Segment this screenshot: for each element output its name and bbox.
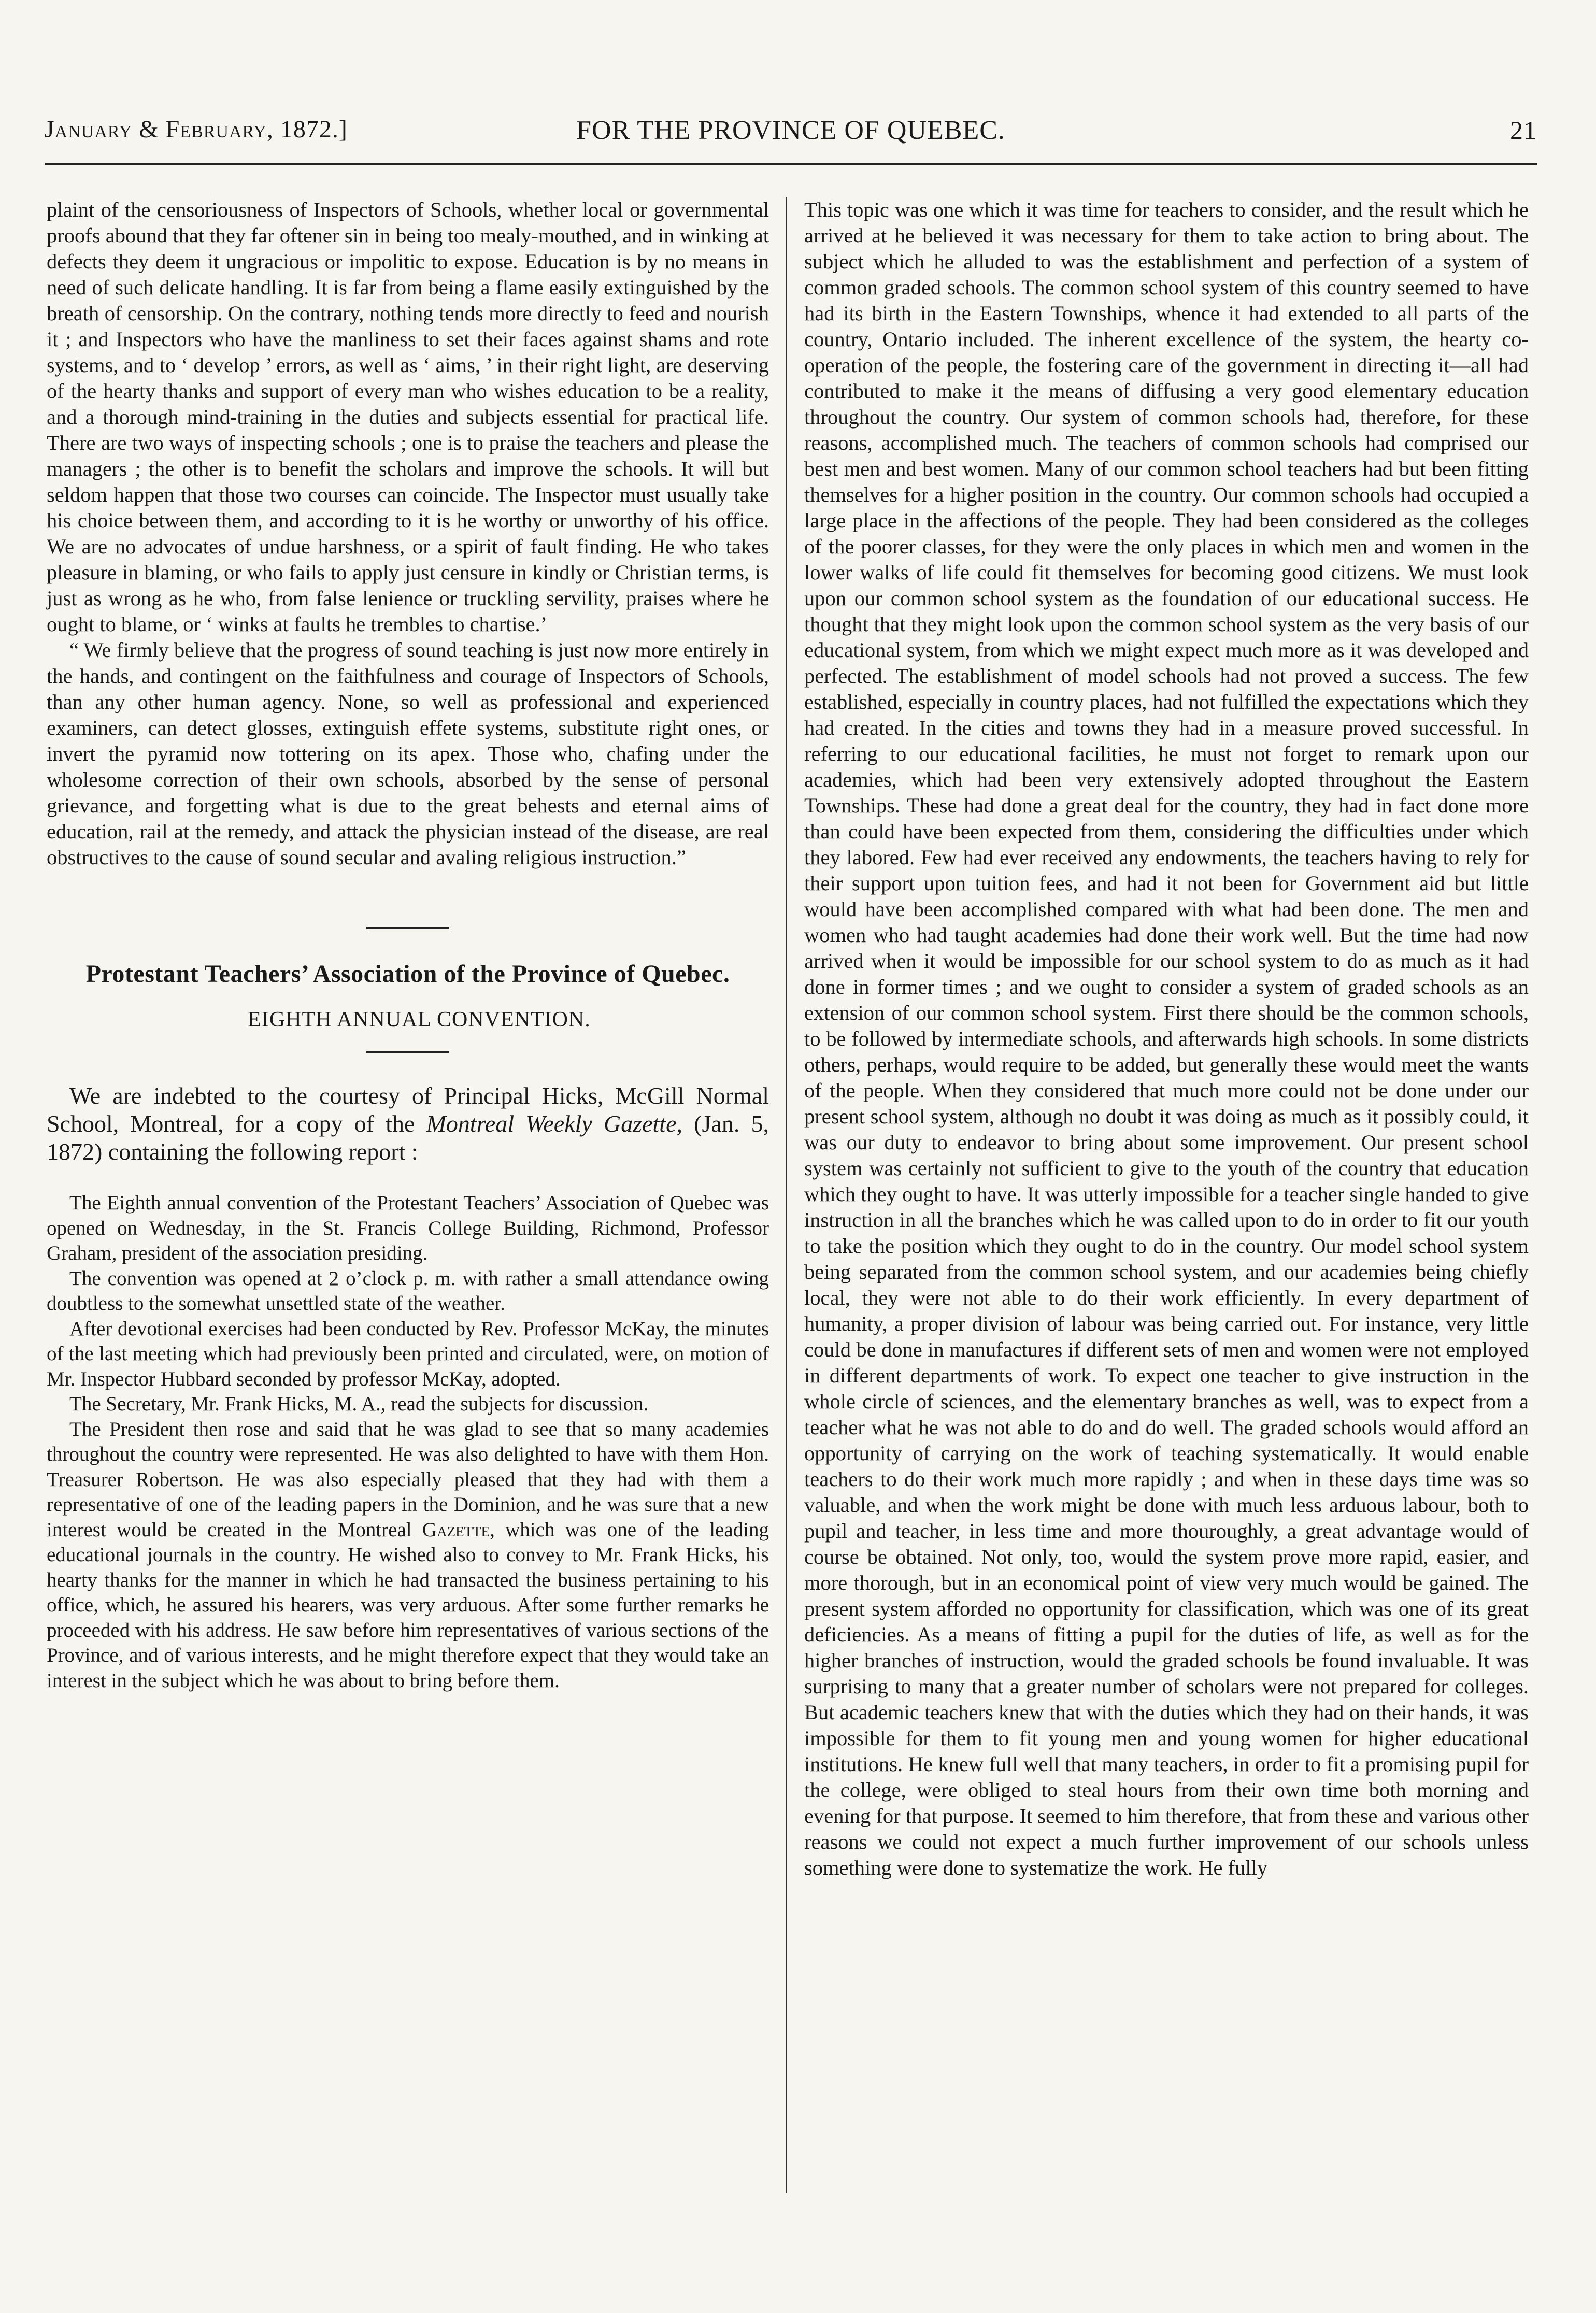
header-rule [45, 163, 1537, 165]
convention-heading: EIGHTH ANNUAL CONVENTION. [248, 1008, 591, 1032]
president-text-end: , which was one of the leading educational journals in the country. He wished also to convey to Mr. Frank Hicks, his hearty thanks for the manner in which he had transacted the business pertaining to his office, which, he assured his hearers, was very arduous. After some further remarks he proceeded with his address. He saw before him representatives of various sections of the Province, and of various interests, and he might therefore expect that they would take an interest in the subject which he was about to bring before them. [47, 1518, 769, 1692]
newspaper-name: Montreal Weekly Gazette, [426, 1110, 683, 1137]
intro-paragraph [47, 1082, 769, 1166]
paragraph-graded-schools: This topic was one which it was time for teachers to consider, and the result which he arrived at he believed it was necessary for them to take action to bring about. The subject which he alluded to was the establishment and perfection of a system of common graded schools. The common school system of this country seemed to have had its birth in the Eastern Townships, whence it had extended to all parts of the country, Ontario included. The inherent excellence of the system, the hearty co-operation of the people, the fostering care of the government in directing it—all had contributed to make it the means of diffusing a very good elementary education throughout the country. Our system of common schools had, therefore, for these reasons, accomplished much. The teachers of common schools had comprised our best men and best women. Many of our common school teachers had but been fitting themselves for a higher position in the country. Our common schools had occupied a large place in the affections of the people. They had been considered as the colleges of the poorer classes, for they were the only places in which men and women in the lower walks of life could fit themselves for becoming good citizens. We must look upon our common school system as the foundation of our educational success. He thought that they might look upon the common school system as the very basis of our educational system, from which we might expect much more as it was developed and perfected. The establishment of model schools had not proved a success. The few established, especially in country places, had not fulfilled the expectations which they had created. In the cities and towns they had in a measure proved successful. In referring to our educational facilities, he must not forget to remark upon our academies, which had been very extensively adopted throughout the Eastern Townships. These had done a great deal for the country, they had in fact done more than could have been expected from them, considering the difficulties under which they labored. Few had ever received any endowments, the teachers having to rely for their support upon tuition fees, and had it not been for Government aid but little would have been accomplished compared with what had been done. The men and women who had taught academies had done their work well. But the time had now arrived when it would be impossible for our school system to do as much as it had done in former times ; and we ought to consider a system of graded schools as an extension of our common school system. First there should be the common schools, to be followed by intermediate schools, and afterwards high schools. In some districts others, perhaps, would require to be added, but generally these would meet the wants of the people. When they considered that much more could not be done under our present school system, although no doubt it was doing as much as it possibly could, it was our duty to endeavor to bring about some improvement. Our present school system was certainly not sufficient to give to the youth of the country that education which they ought to have. It was utterly impossible for a teacher single handed to give instruction in all the branches which he was called upon to do in order to fit our youth to take the position which they ought to do in the country. Our model school system being separated from the common school system, and our academies being chiefly local, they were not able to do their work efficiently. In every department of humanity, a proper division of labour was being carried out. For instance, very little could be done in manufactures if different sets of men and women were not employed in different departments of work. To expect one teacher to give instruction in the whole circle of sciences, and the elementary branches as well, was to expect from a teacher what he was not able to do and do well. The graded schools would afford an opportunity of carrying on the work of teaching systematically. It would enable teachers to do their work much more rapidly ; and when in these days time was so valuable, and when the work might be done with much less arduous labour, both to pupil and teacher, in less time and more thouroughly, a great advantage would of course be obtained. Not only, too, would the system prove more rapid, easier, and more thorough, but in an economical point of view very much would be gained. The present system afforded no opportunity for classification, which was one of its great deficiencies. As a means of fitting a pupil for the duties of life, as well as for the higher branches of instruction, would the graded schools be found invaluable. It was surprising to many that a greater number of scholars were not prepared for colleges. But academic teachers knew that with the duties which they had on their hands, it was impossible for them to fit young men and young women for higher educational institutions. He knew full well that many teachers, in order to fit a promising pupil for the college, were obliged to steal hours from their own time both morning and evening for that purpose. It seemed to him therefore, that from these and various other reasons we could not expect a much further improvement of our schools unless something were done to systematize the work. He fully [804, 198, 1529, 1879]
report-paragraph-minutes: After devotional exercises had been conducted by Rev. Professor McKay, the minutes of the last meeting which had previously been printed and circulated, were, on motion of Mr. Inspector Hubbard seconded by professor McKay, adopted. [47, 1317, 769, 1390]
convention-report [47, 1191, 769, 1693]
intro-text-end: (Jan. 5, 1872) containing the following report : [47, 1110, 769, 1165]
issue-date: January & February, 1872.] [45, 116, 348, 143]
page-header [45, 110, 1537, 151]
president-text: The President then rose and said that he was glad to see that so many academies throughout the country were represented. He was also delighted to have with them Hon. Treasurer Robertson. He was also especially pleased that they had with them a representative of one of the leading papers in the Dominion, and he was sure that a new interest would be created in the Montreal [47, 1418, 769, 1541]
report-paragraph-president [47, 1417, 769, 1694]
right-column [804, 197, 1529, 1881]
page-number: 21 [1510, 116, 1537, 145]
article-title: Protestant Teachers’ Association of the Province of Quebec. [86, 960, 730, 988]
paragraph-inspectors-continued: plaint of the censoriousness of Inspectors of Schools, whether local or governmental proofs abound that they far oftener sin in being too mealy-mouthed, and in winking at defects they deem it ungracious or impolitic to expose. Education is by no means in need of such delicate handling. It is far from being a flame easily extinguished by the breath of censorship. On the contrary, nothing tends more directly to feed and nourish it ; and Inspectors who have the manliness to set their faces against shams and rote systems, and to ‘ develop ’ errors, as well as ‘ aims, ’ in their right light, are deserving of the hearty thanks and support of every man who wishes education to be a reality, and a thorough mind-training in the duties and subjects essential for practical life. There are two ways of inspecting schools ; one is to praise the teachers and please the managers ; the other is to benefit the scholars and improve the schools. It will but seldom happen that those two courses can coincide. The Inspector must usually take his choice between them, and according to it is he worthy or unworthy of his office. We are no advocates of undue harshness, or a spirit of fault finding. He who takes pleasure in blaming, or who fails to apply just censure in kindly or Christian terms, is just as wrong as he who, from false lenience or truckling servility, praises where he ought to blame, or ‘ winks at faults he trembles to chartise.’ [47, 198, 769, 636]
paragraph-quote: “ We firmly believe that the progress of sound teaching is just now more entirely in the hands, and contingent on the faithfulness and courage of Inspectors of Schools, than any other human agency. None, so well as professional and experienced examiners, can detect glosses, extinguish effete systems, substitute right ones, or invert the pyramid now tottering on its apex. Those who, chafing under the wholesome correction of their own schools, absorbed by the sense of personal grievance, and forgetting what is due to the great behests and eternal aims of education, rail at the remedy, and attack the physician instead of the disease, are real obstructives to the cause of sound secular and avaling religious instruction.” [47, 638, 769, 869]
intro-text: We are indebted to the courtesy of Principal Hicks, McGill Normal School, Montreal, for a copy of the [47, 1082, 769, 1137]
running-title: FOR THE PROVINCE OF QUEBEC. [576, 116, 1005, 145]
report-paragraph-opening: The Eighth annual convention of the Protestant Teachers’ Association of Quebec was opened on Wednesday, in the St. Francis College Building, Richmond, Professor Graham, president of the association presiding. [47, 1192, 769, 1264]
left-column [47, 197, 769, 1693]
column-divider [786, 197, 787, 2193]
report-paragraph-weather: The convention was opened at 2 o’clock p. m. with rather a small attendance owing doubtless to the somewhat unsettled state of the weather. [47, 1267, 769, 1315]
report-paragraph-secretary: The Secretary, Mr. Frank Hicks, M. A., read the subjects for discussion. [69, 1393, 649, 1415]
gazette-name: Gazette [422, 1518, 490, 1541]
